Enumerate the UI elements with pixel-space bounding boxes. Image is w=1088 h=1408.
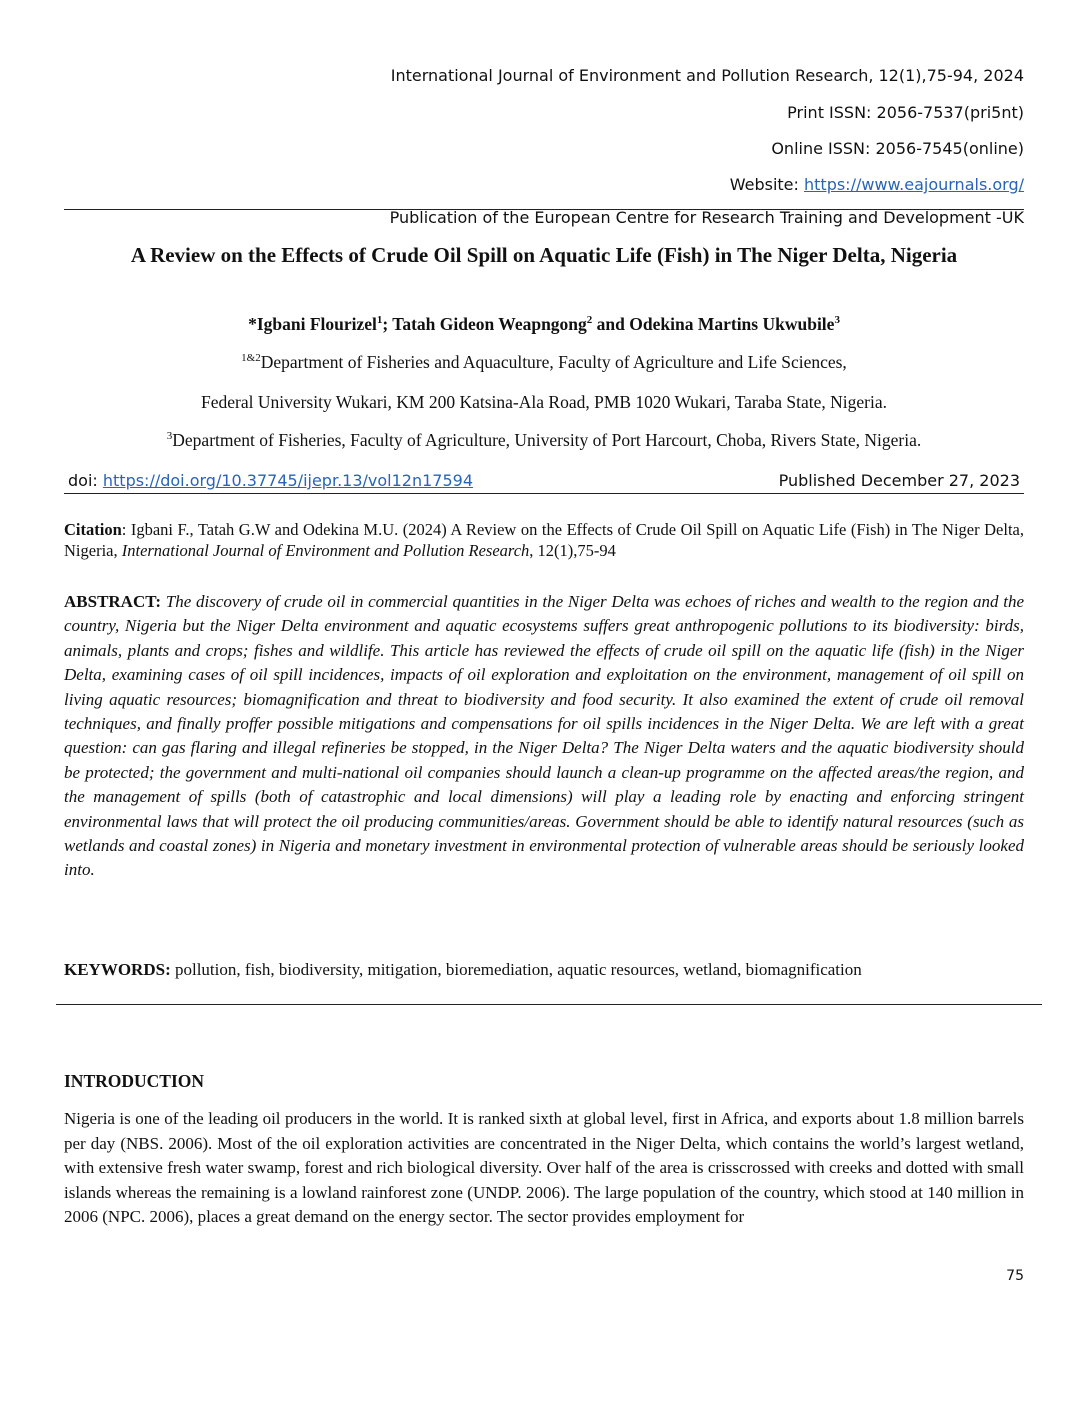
affiliation-2: Federal University Wukari, KM 200 Katsina-Ala Road, PMB 1020 Wukari, Taraba State, Nigeria. [200, 392, 888, 412]
author-2-affil: 2 [586, 314, 593, 327]
author-2: ; Tatah Gideon Weapngong [382, 314, 587, 334]
page-number: 75 [1006, 1268, 1024, 1284]
citation-pages: , 12(1),75-94 [529, 541, 616, 560]
online-issn: Online ISSN: 2056-7545(online) [771, 139, 1024, 158]
affiliation-3-text: Department of Fisheries, Faculty of Agriculture, University of Port Harcourt, Choba, Rivers State, Nigeria. [172, 430, 922, 450]
affiliation-1-marker: 1&2 [241, 352, 261, 365]
website-link[interactable]: https://www.eajournals.org/ [804, 175, 1024, 194]
paper-title: A Review on the Effects of Crude Oil Spill on Aquatic Life (Fish) in The Niger Delta, Nigeria [130, 243, 958, 267]
keywords [64, 958, 1024, 982]
section-heading-introduction: INTRODUCTION [64, 1071, 205, 1091]
abstract-text: The discovery of crude oil in commercial quantities in the Niger Delta was echoes of riches and wealth to the region and the country, Nigeria but the Niger Delta environment and aquatic ecosystems suffers great anthropogenic pollutions to its biodiversity: birds, animals, plants and crops; fishes and wildlife. This article has reviewed the effects of crude oil spill on the aquatic life (fish) in the Niger Delta, examining cases of oil spill incidences, impacts of oil exploration and exploitation on the environment, management of oil spill on living aquatic resources; biomagnification and threat to biodiversity and food security. It also examined the extent of crude oil removal techniques, and finally proffer possible mitigations and compensations for oil spills incidences in the Niger Delta. We are left with a great question: can gas flaring and illegal refineries be stopped, in the Niger Delta? The Niger Delta waters and the aquatic biodiversity should be protected; the government and multi-national oil companies should launch a clean-up programme on the affected areas/the region, and the management of spills (both of catastrophic and local dimensions) will play a leading role by enacting and enforcing stringent environmental laws that will protect the oil producing communities/areas. Government should be able to identify natural resources (such as wetlands and coastal zones) in Nigeria and monetary investment in environmental protection of vulnerable areas should be seriously looked into. [64, 592, 1024, 880]
affiliation-3-marker: 3 [166, 430, 173, 443]
citation-text: : Igbani F., Tatah G.W and Odekina M.U. (2024) A Review on the Effects of Crude Oil Spill on Aquatic Life (Fish) in The Niger Delta, Nigeria, [64, 520, 1024, 560]
doi [68, 471, 473, 490]
author-3: and Odekina Martins Ukwubile [592, 314, 835, 334]
doi-link[interactable]: https://doi.org/10.37745/ijepr.13/vol12n17594 [102, 471, 474, 490]
doi-row [68, 471, 1020, 490]
website-line [730, 175, 1024, 194]
author-1: *Igbani Flourizel [248, 314, 377, 334]
website-label: Website: [729, 175, 804, 194]
affiliation-3 [40, 430, 1048, 451]
introduction-paragraph: Nigeria is one of the leading oil producers in the world. It is ranked sixth at global level, first in Africa, and exports about 1.8 million barrels per day (NBS. 2006). Most of the oil exploration activities are concentrated in the Niger Delta, which contains the world’s largest wetland, with extensive fresh water swamp, forest and rich biological diversity. Over half of the area is crisscrossed with creeks and dotted with small islands whereas the remaining is a lowland rainforest zone (UNDP. 2006). The large population of the country, which stood at 140 million in 2006 (NPC. 2006), places a great demand on the energy sector. The sector provides employment for [64, 1109, 1024, 1227]
affiliation-1 [40, 352, 1048, 373]
keywords-text: pollution, fish, biodiversity, mitigation, bioremediation, aquatic resources, wetland, biomagnification [170, 960, 862, 979]
author-list [64, 314, 1024, 335]
author-1-affil: 1 [376, 314, 383, 327]
doi-divider [64, 493, 1024, 494]
journal-citation-header: International Journal of Environment and Pollution Research, 12(1),75-94, 2024 [390, 66, 1024, 85]
abstract [64, 590, 1024, 883]
keywords-label: KEYWORDS: [64, 960, 171, 979]
citation [64, 519, 1024, 561]
citation-label: Citation [64, 520, 122, 539]
keywords-divider [56, 1004, 1042, 1005]
author-3-affil: 3 [834, 314, 840, 327]
print-issn: Print ISSN: 2056-7537(pri5nt) [787, 103, 1024, 122]
citation-journal: International Journal of Environment and Pollution Research [121, 541, 530, 560]
abstract-label: ABSTRACT: [64, 592, 161, 611]
published-date: Published December 27, 2023 [778, 471, 1020, 490]
doi-label: doi: [68, 471, 103, 490]
affiliation-1-text: Department of Fisheries and Aquaculture, Faculty of Agriculture and Life Sciences, [260, 352, 847, 372]
publisher-line: Publication of the European Centre for Research Training and Development -UK [389, 208, 1024, 227]
